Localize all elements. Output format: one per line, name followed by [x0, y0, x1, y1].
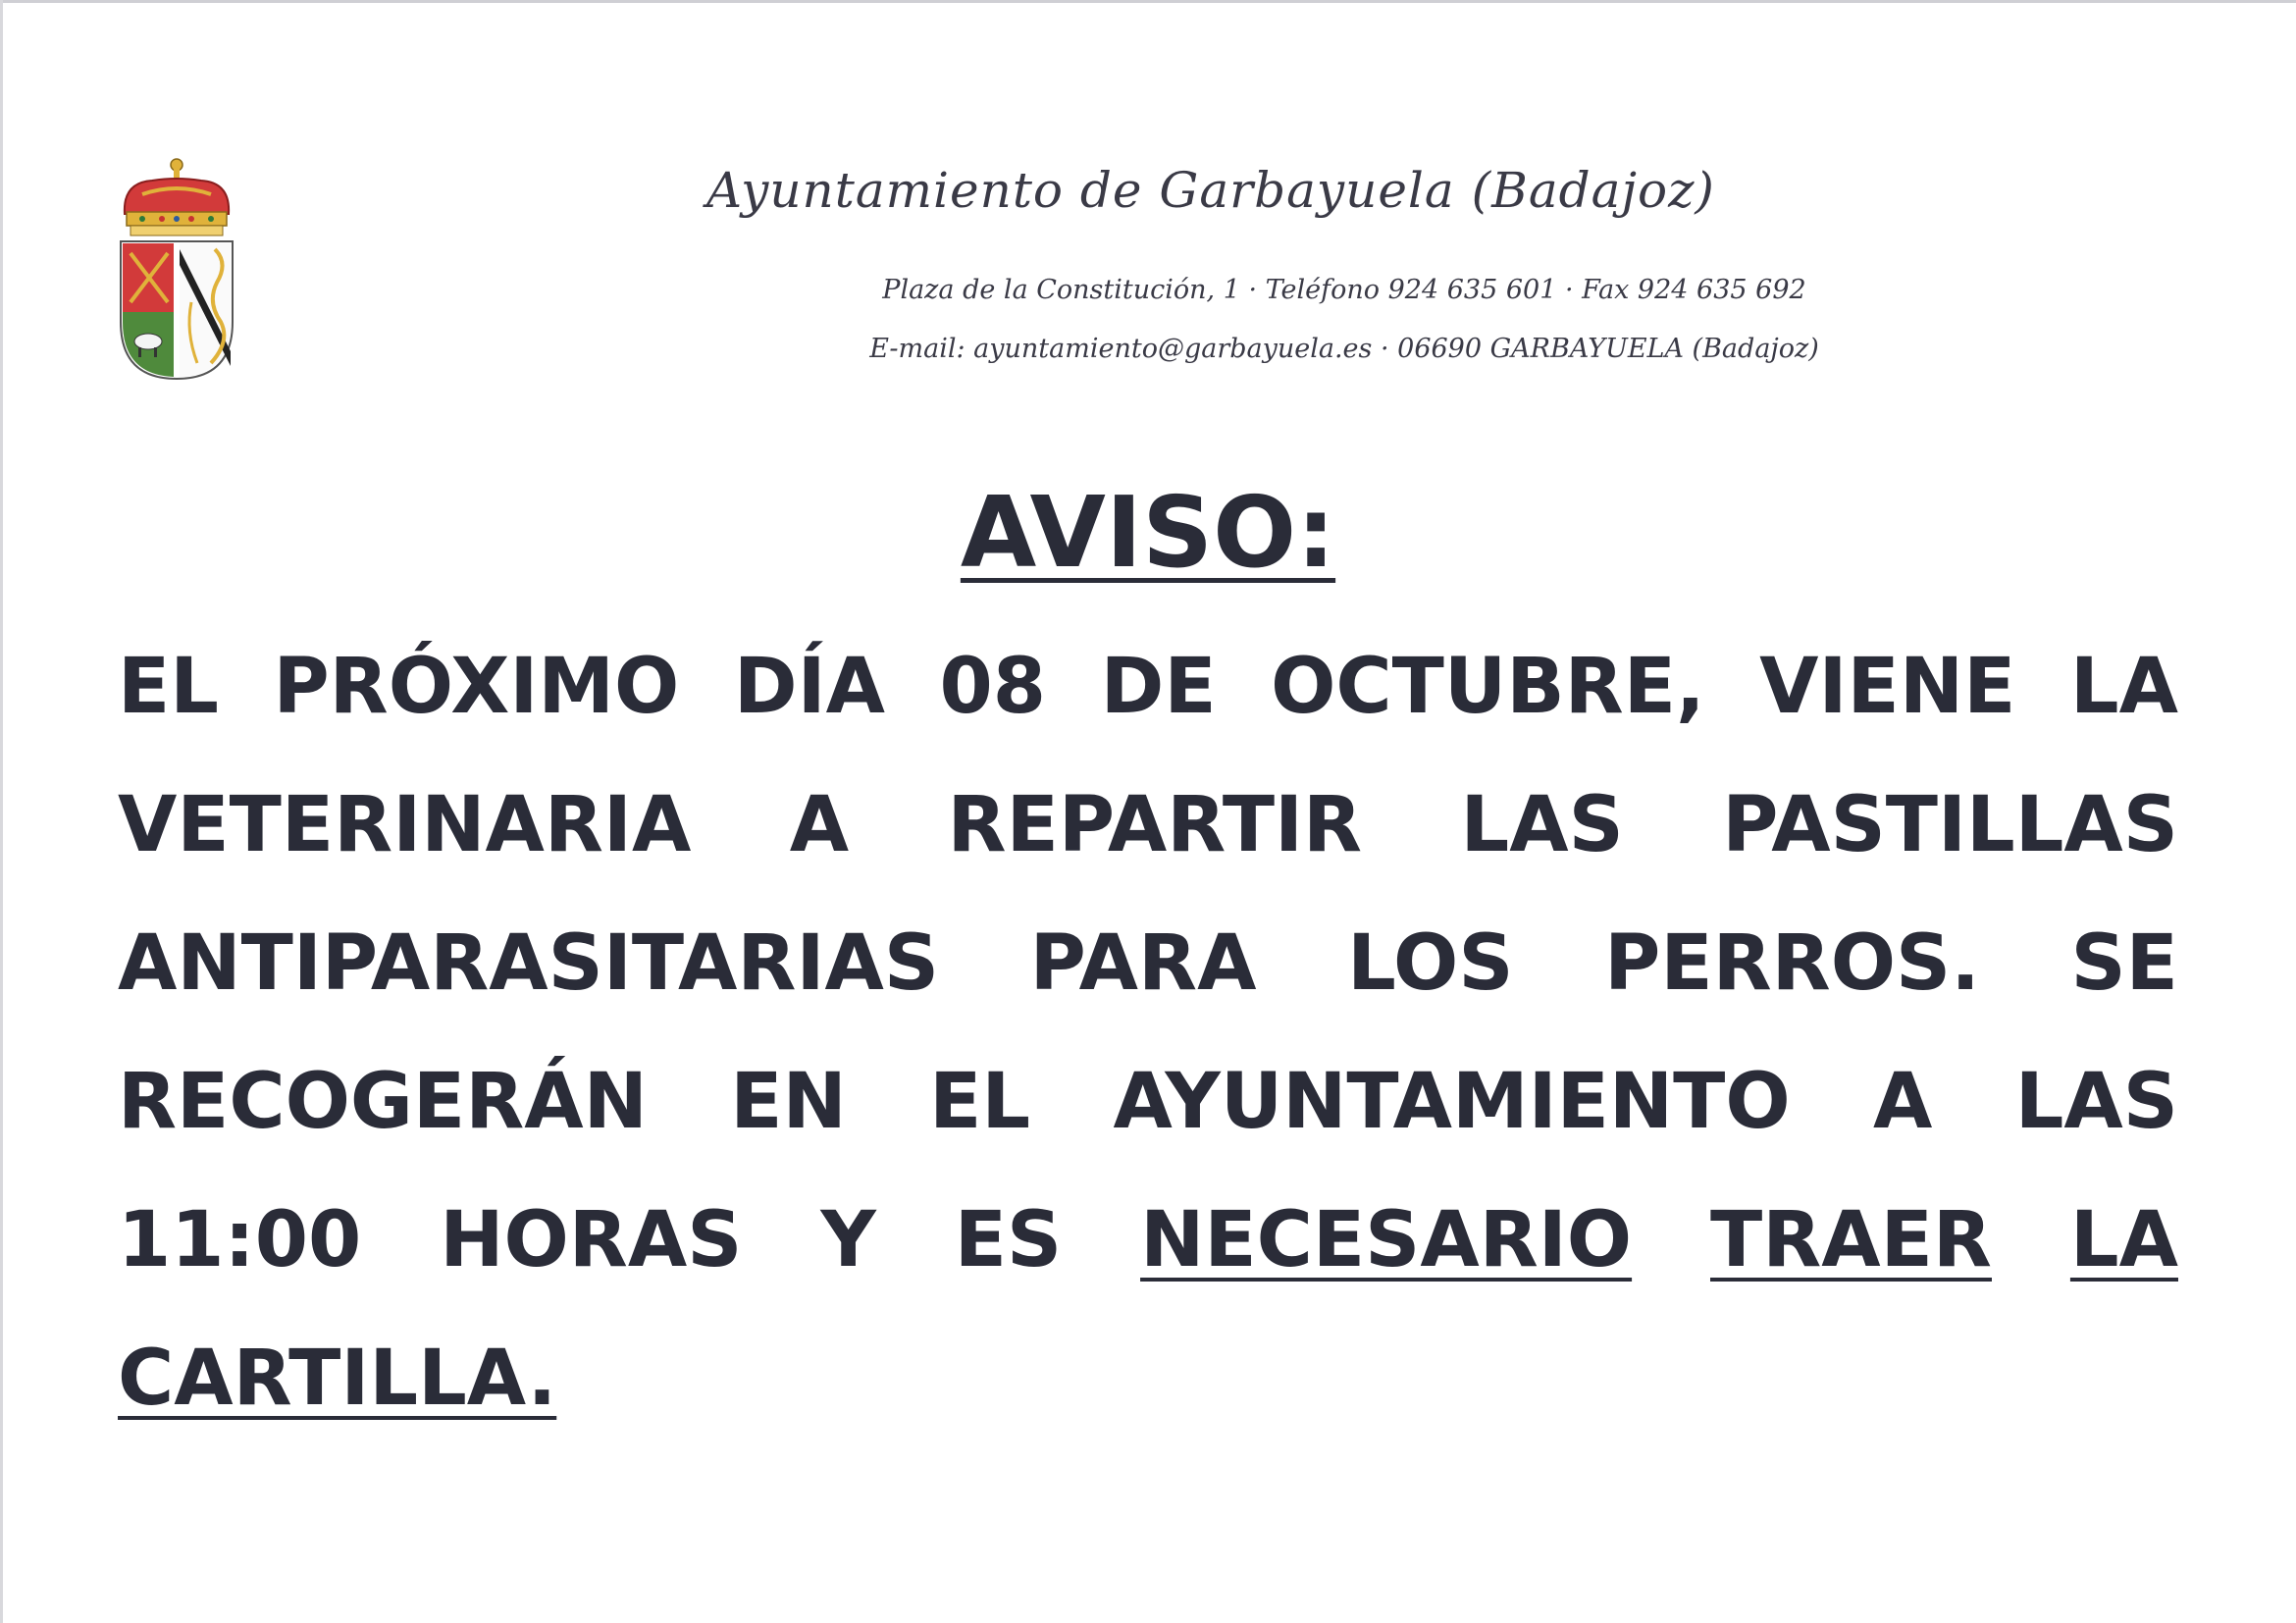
notice-word: LAS — [2014, 1058, 2178, 1146]
notice-word: SE — [2070, 919, 2178, 1008]
notice-word: AYUNTAMIENTO — [1113, 1058, 1791, 1146]
notice-heading-text: AVISO: — [960, 475, 1336, 590]
scan-edge-top — [0, 0, 2296, 3]
notice-word: Y — [820, 1196, 876, 1284]
notice-line-1 — [118, 643, 2178, 731]
notice-word: A — [789, 781, 850, 869]
notice-word: LA — [2069, 643, 2178, 731]
notice-word: LAS — [1460, 781, 1624, 869]
notice-word: PASTILLAS — [1722, 781, 2178, 869]
letterhead-address: Plaza de la Constitución, 1 · Teléfono 924 635 601 · Fax 924 635 692 — [882, 275, 1806, 305]
notice-word-underlined: TRAER — [1710, 1196, 1992, 1284]
notice-line-3 — [118, 919, 2178, 1008]
notice-line-4 — [118, 1058, 2178, 1146]
notice-word: DE — [1100, 643, 1217, 731]
notice-word: EN — [730, 1058, 847, 1146]
notice-line-2 — [118, 781, 2178, 869]
scan-edge-left — [0, 0, 3, 1623]
notice-word: OCTUBRE, — [1271, 643, 1705, 731]
notice-word: LOS — [1347, 919, 1514, 1008]
notice-word: DÍA — [733, 643, 885, 731]
notice-word: HORAS — [440, 1196, 743, 1284]
coat-of-arms-icon — [113, 155, 240, 381]
notice-word: REPARTIR — [947, 781, 1363, 869]
letterhead-title: Ayuntamiento de Garbayuela (Badajoz) — [706, 162, 1715, 219]
notice-word: VIENE — [1759, 643, 2016, 731]
notice-word: ES — [954, 1196, 1063, 1284]
notice-word: 11:00 — [118, 1196, 362, 1284]
notice-word: EL — [118, 643, 219, 731]
notice-word: ANTIPARASITARIAS — [118, 919, 940, 1008]
notice-word: A — [1873, 1058, 1933, 1146]
notice-heading — [0, 475, 2296, 590]
notice-word: EL — [929, 1058, 1031, 1146]
notice-word: PARA — [1029, 919, 1257, 1008]
notice-word: PERROS. — [1604, 919, 1980, 1008]
notice-line-6 — [118, 1335, 2178, 1423]
notice-word-underlined: CARTILLA. — [118, 1335, 557, 1423]
notice-word-underlined: NECESARIO — [1140, 1196, 1633, 1284]
notice-word: VETERINARIA — [118, 781, 692, 869]
letterhead-contact: E-mail: ayuntamiento@garbayuela.es · 06690 GARBAYUELA (Badajoz) — [869, 334, 1819, 364]
notice-line-5 — [118, 1196, 2178, 1284]
notice-word: RECOGERÁN — [118, 1058, 648, 1146]
notice-word: PRÓXIMO — [273, 643, 680, 731]
notice-word-underlined: LA — [2069, 1196, 2178, 1284]
notice-word: 08 — [939, 643, 1047, 731]
